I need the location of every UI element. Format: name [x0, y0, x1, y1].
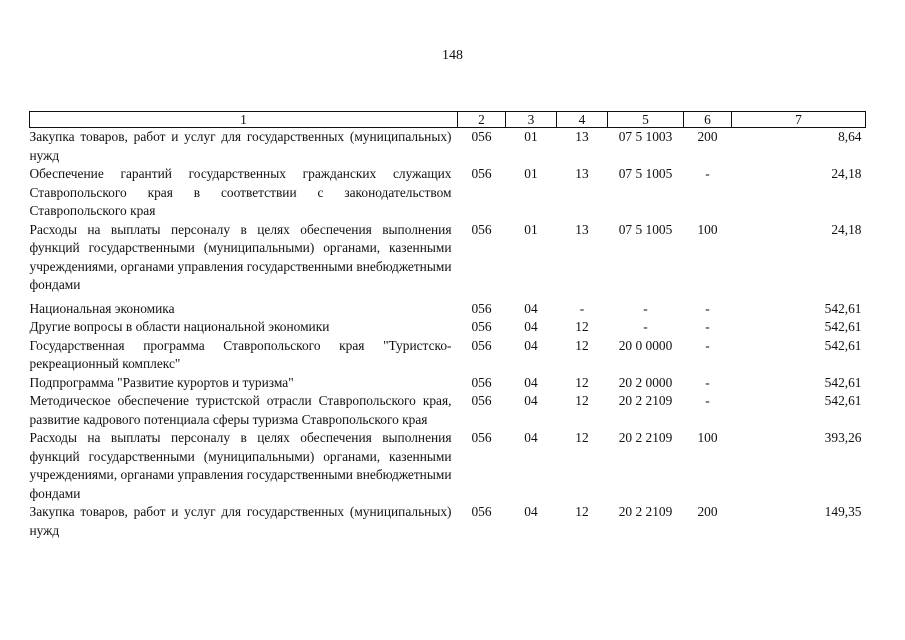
row-col-4: 12 — [575, 430, 589, 445]
row-col-4: - — [579, 300, 585, 316]
row-col-2: 056 — [471, 221, 492, 237]
row-col-4: 12 — [575, 504, 589, 519]
row-col-7: 8,64 — [838, 129, 862, 144]
row-col-6: 100 — [697, 221, 718, 237]
table-row — [30, 295, 866, 319]
row-name: Расходы на выплаты персоналу в целях обеспечения выполнения функций государственными (муниципальными) органами, казенными учреждениями, органами управления государственными внебюджетными фондами — [29, 430, 452, 501]
column-header: 5 — [608, 112, 684, 128]
table-row — [30, 374, 866, 393]
row-col-6: 200 — [697, 504, 718, 519]
row-name: Другие вопросы в области национальной экономики — [29, 319, 330, 334]
row-col-6: - — [705, 300, 710, 316]
row-col-6: - — [705, 337, 710, 353]
row-name: Закупка товаров, работ и услуг для государственных (муниципальных) нужд — [29, 129, 452, 163]
row-col-3: 01 — [524, 129, 538, 144]
row-col-7: 542,61 — [824, 393, 862, 408]
row-col-4: 13 — [575, 221, 589, 237]
table-header-row — [30, 112, 866, 128]
table-row — [30, 165, 866, 221]
row-name: Закупка товаров, работ и услуг для государственных (муниципальных) нужд — [29, 504, 452, 538]
row-col-4: 12 — [575, 319, 589, 334]
row-col-6: - — [705, 374, 710, 390]
table-row — [30, 128, 866, 166]
row-col-2: 056 — [471, 337, 492, 353]
table-row — [30, 337, 866, 374]
row-col-5: 20 2 2109 — [618, 393, 673, 408]
row-col-4: 12 — [575, 393, 589, 408]
row-col-2: 056 — [471, 129, 492, 144]
row-name: Подпрограмма "Развитие курортов и туризма" — [29, 374, 294, 390]
row-col-5: 07 5 1005 — [618, 166, 673, 181]
row-col-7: 149,35 — [824, 504, 862, 519]
row-col-5: - — [643, 300, 648, 316]
row-col-3: 04 — [524, 504, 538, 519]
row-col-2: 056 — [471, 430, 492, 445]
row-col-5: 07 5 1005 — [618, 221, 673, 237]
row-col-3: 04 — [524, 300, 538, 316]
table-row — [30, 221, 866, 295]
row-col-5: 20 2 0000 — [618, 374, 673, 390]
table-row — [30, 318, 866, 337]
row-col-2: 056 — [471, 504, 492, 519]
row-col-5: 20 0 0000 — [618, 337, 673, 353]
row-col-4: 12 — [575, 337, 589, 353]
row-col-3: 01 — [524, 166, 538, 181]
column-header: 1 — [30, 112, 458, 128]
row-col-3: 04 — [524, 430, 538, 445]
budget-table — [29, 111, 866, 540]
table-row — [30, 503, 866, 540]
row-col-3: 04 — [524, 393, 538, 408]
row-col-2: 056 — [471, 166, 492, 181]
row-col-2: 056 — [471, 319, 492, 334]
row-col-3: 04 — [524, 337, 538, 353]
row-col-5: 20 2 2109 — [618, 504, 673, 519]
row-col-5: - — [643, 319, 648, 334]
row-col-7: 393,26 — [824, 430, 862, 445]
row-col-7: 542,61 — [824, 337, 862, 353]
table-row — [30, 429, 866, 503]
row-col-7: 24,18 — [831, 221, 862, 237]
column-header: 6 — [684, 112, 732, 128]
row-col-2: 056 — [471, 374, 492, 390]
row-col-4: 13 — [575, 129, 589, 144]
row-col-4: 13 — [575, 166, 589, 181]
row-col-7: 542,61 — [824, 319, 862, 334]
row-col-7: 542,61 — [824, 374, 862, 390]
row-col-6: 100 — [697, 430, 718, 445]
row-col-6: - — [705, 319, 710, 334]
row-name: Национальная экономика — [29, 300, 175, 316]
row-col-6: 200 — [697, 129, 718, 144]
row-name: Расходы на выплаты персоналу в целях обеспечения выполнения функций государственными (муниципальными) органами, казенными учреждениями, органами управления государственными внебюджетными фондами — [29, 221, 452, 292]
row-col-2: 056 — [471, 300, 492, 316]
page-number: 148 — [442, 48, 463, 63]
row-col-7: 542,61 — [824, 300, 862, 316]
row-name: Государственная программа Ставропольского края "Туристско-рекреационный комплекс" — [29, 337, 452, 371]
row-col-7: 24,18 — [831, 166, 862, 181]
row-col-3: 04 — [524, 319, 538, 334]
row-name: Обеспечение гарантий государственных гражданских служащих Ставропольского края в соответствии с законодательством Ставропольского края — [29, 166, 452, 218]
row-name: Методическое обеспечение туристской отрасли Ставропольского края, развитие кадрового потенциала сферы туризма Ставропольского края — [29, 393, 452, 427]
row-col-3: 04 — [524, 374, 538, 390]
row-col-5: 20 2 2109 — [618, 430, 673, 445]
column-header: 4 — [557, 112, 608, 128]
column-header: 7 — [732, 112, 866, 128]
row-col-5: 07 5 1003 — [618, 129, 673, 144]
row-col-3: 01 — [524, 221, 538, 237]
row-col-2: 056 — [471, 393, 492, 408]
row-col-6: - — [705, 393, 710, 408]
row-col-6: - — [705, 166, 710, 181]
column-header: 3 — [506, 112, 557, 128]
column-header: 2 — [458, 112, 506, 128]
row-col-4: 12 — [575, 374, 589, 390]
table-row — [30, 392, 866, 429]
